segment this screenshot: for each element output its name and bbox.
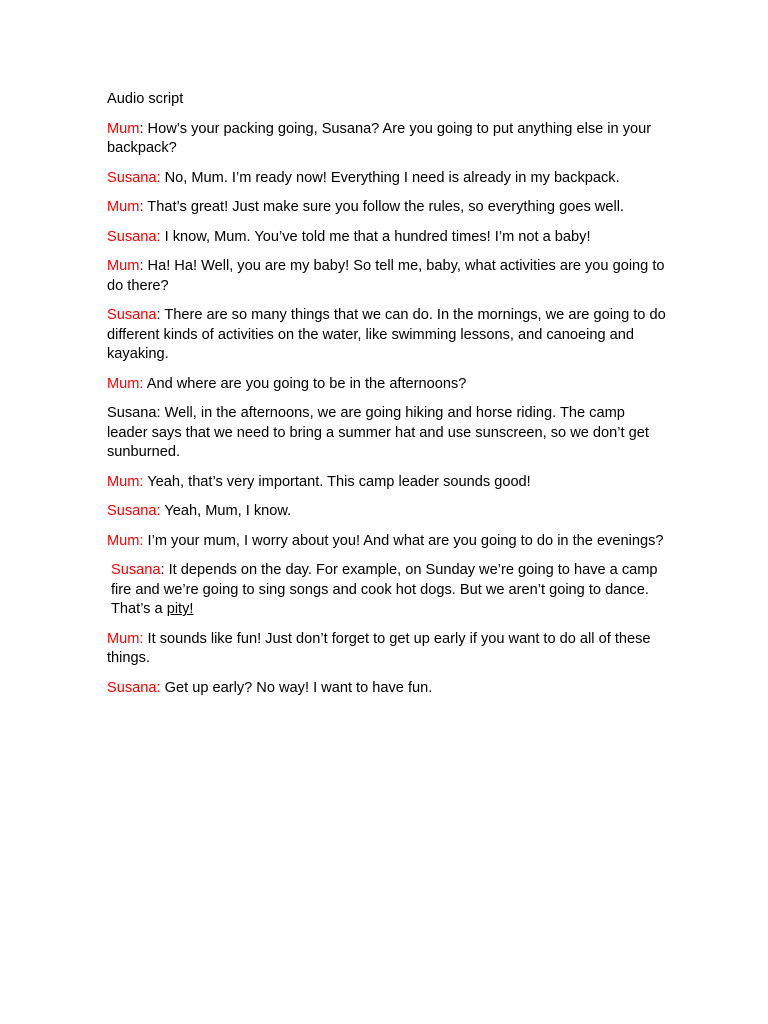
speaker-label: Susana [107,307,157,323]
speaker-separator: : [139,199,148,215]
dialogue-text: No, Mum. I’m ready now! Everything I need is already in my backpack. [164,169,620,186]
speaker-label: Susana: [107,169,161,186]
dialogue-line [107,630,667,669]
dialogue-line [107,532,667,552]
dialogue-line [107,198,667,218]
speaker-separator: : [139,258,148,274]
speaker-label: Susana: [107,228,161,245]
dialogue-line [107,404,667,463]
speaker-label: Mum [107,258,140,274]
dialogue-text: That’s great! Just make sure you follow the rules, so everything goes well. [147,199,624,215]
dialogue-text: How’s your packing going, Susana? Are you going to put anything else in your backpack? [107,120,652,156]
speaker-label: Susana: [107,405,161,421]
dialogue-line [107,561,667,620]
speaker-label: Mum [107,120,140,137]
dialogue-line [107,120,667,159]
dialogue-text: Ha! Ha! Well, you are my baby! So tell me, baby, what activities are you going to do there? [107,258,665,294]
dialogue-text: It sounds like fun! Just don’t forget to get up early if you want to do all of these things. [107,630,651,666]
dialogue-text: There are so many things that we can do. In the mornings, we are going to do different kinds of activities on the water, like swimming lessons, and canoeing and kayaking. [107,307,666,362]
dialogue-line [107,257,667,296]
speaker-label: Mum: [107,630,144,647]
dialogue-text: Get up early? No way! I want to have fun. [164,679,433,696]
speaker-label: Susana: [107,679,161,696]
speaker-separator: : [156,307,165,323]
dialogue-line [107,473,667,493]
dialogue-text: Yeah, that’s very important. This camp leader sounds good! [147,473,531,490]
speaker-label: Susana: [107,503,161,519]
speaker-separator: : [139,120,148,137]
speaker-label: Mum: [107,375,144,392]
dialogue-line [107,306,667,365]
dialogue-line [107,169,667,189]
dialogue-line [107,375,667,395]
dialogue-text: And where are you going to be in the afternoons? [146,375,467,392]
speaker-label: Susana [111,562,161,578]
dialogue-text: It depends on the day. For example, on Sunday we’re going to have a camp fire and we’re going to sing songs and cook hot dogs. But we aren’t going to dance. That’s a [111,562,658,617]
speaker-separator: : [160,562,169,578]
speaker-label: Mum: [107,532,144,549]
speaker-label: Mum [107,199,140,215]
document-page [107,90,667,708]
speaker-label: Mum: [107,473,144,490]
dialogue-line [107,228,667,248]
document-title: Audio script [107,91,184,107]
dialogue-text: Well, in the afternoons, we are going hiking and horse riding. The camp leader says that we need to bring a summer hat and use sunscreen, so we don’t get sunburned. [107,405,649,460]
dialogue-text: I’m your mum, I worry about you! And what are you going to do in the evenings? [147,532,664,549]
dialogue-text: I know, Mum. You’ve told me that a hundred times! I’m not a baby! [164,228,591,245]
dialogue-line [107,502,667,522]
dialogue-text: Yeah, Mum, I know. [164,503,292,519]
underlined-word: pity! [166,601,194,617]
dialogue-line [107,679,667,699]
